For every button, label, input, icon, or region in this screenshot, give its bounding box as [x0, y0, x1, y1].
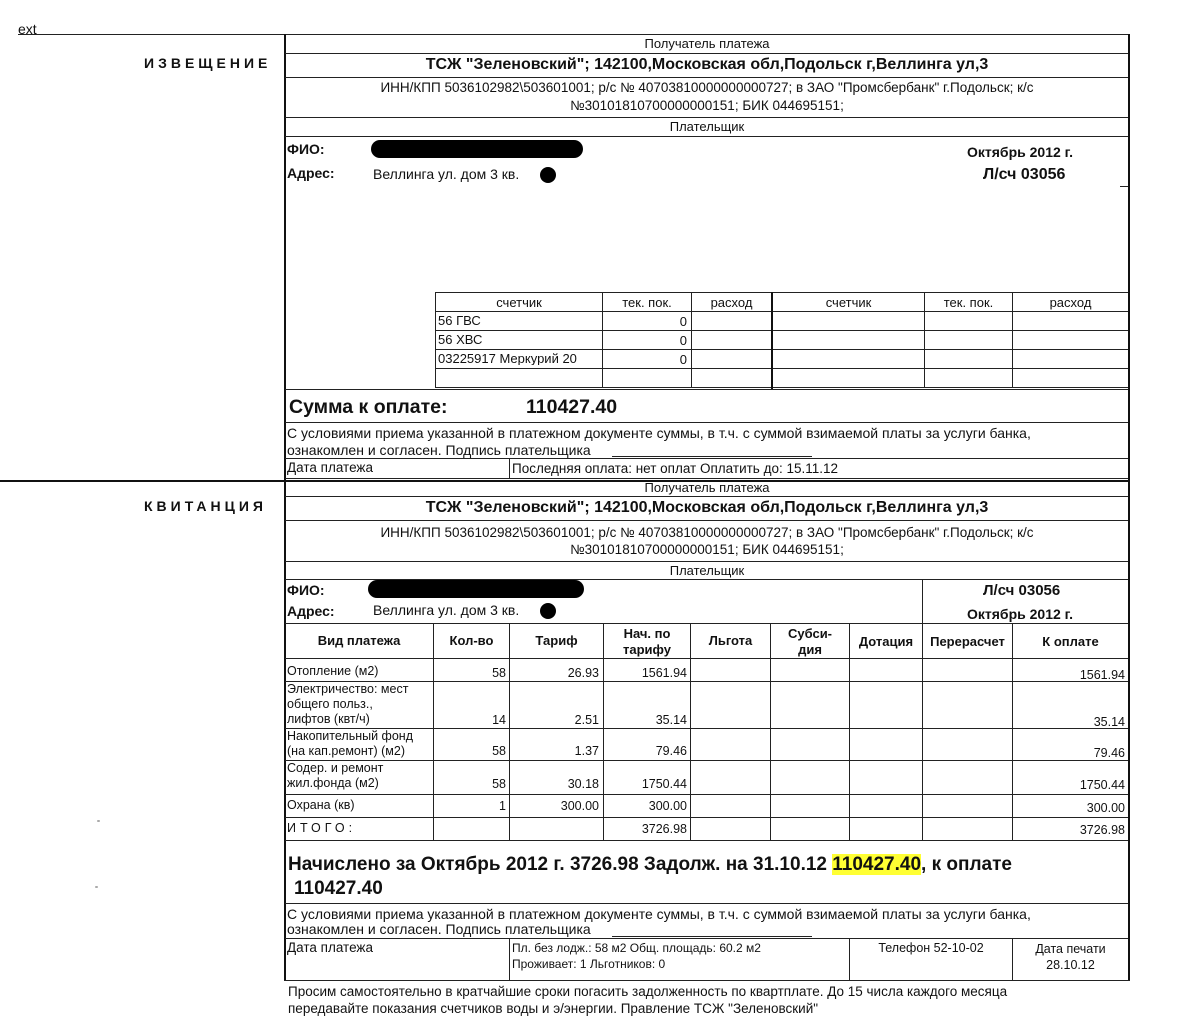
row-accrued: 1750.44 — [641, 777, 687, 791]
notice-rule — [1120, 186, 1128, 187]
footer-line2: передавайте показания счетчиков воды и э/энергии. Правление ТСЖ "Зеленовский" — [288, 1001, 819, 1016]
receipt-rule — [285, 496, 1128, 497]
th-subsidy: дия — [798, 642, 822, 657]
notice-signature-line — [612, 456, 812, 457]
row-label: лифтов (квт/ч) — [287, 712, 370, 726]
meter-name: 56 ХВС — [438, 332, 483, 347]
receipt-terms-line2: ознакомлен и согласен. Подпись плательщика — [287, 921, 591, 937]
receipt-col — [922, 579, 923, 623]
receipt-rule — [285, 623, 1128, 624]
row-accrued: 1561.94 — [641, 666, 687, 680]
receipt-recipient-header: Получатель платежа — [644, 480, 770, 495]
row-accrued: 79.46 — [655, 744, 687, 758]
receipt-address-label: Адрес: — [287, 603, 335, 619]
receipt-rule — [285, 520, 1128, 521]
charges-rule — [285, 658, 1128, 659]
row-label: (на кап.ремонт) (м2) — [287, 744, 406, 758]
receipt-print-date-label: Дата печати — [1035, 942, 1106, 956]
meters-rule — [435, 330, 1128, 331]
notice-rule — [285, 117, 1128, 118]
meter-name: 56 ГВС — [438, 313, 481, 328]
receipt-payer-header: Плательщик — [669, 563, 745, 578]
th-grant: Дотация — [858, 634, 914, 649]
row-qty: 58 — [492, 777, 506, 791]
redacted-apartment — [540, 603, 556, 619]
receipt-account: Л/сч 03056 — [983, 582, 1061, 599]
meters-header: тек. пок. — [943, 295, 994, 310]
receipt-col — [509, 938, 510, 980]
row-tariff: 26.93 — [567, 666, 599, 680]
meters-header: расход — [1049, 295, 1092, 310]
receipt-rule — [285, 561, 1128, 562]
meters-header: тек. пок. — [622, 295, 672, 310]
receipt-rule — [284, 980, 1130, 981]
receipt-area-line: Пл. без лодж.: 58 м2 Общ. площадь: 60.2 м2 — [512, 941, 761, 955]
notice-org-line: ТСЖ "Зеленовский"; 142100,Московская обл,Подольск г,Веллинга ул,3 — [425, 56, 989, 73]
charges-col — [922, 623, 923, 840]
notice-rule — [285, 136, 1128, 137]
row-tariff: 1.37 — [574, 744, 599, 758]
total-label: ИТОГО: — [287, 821, 357, 835]
notice-account: Л/сч 03056 — [983, 166, 1066, 183]
receipt-side-label: КВИТАНЦИЯ — [144, 498, 267, 514]
charges-rule — [285, 760, 1128, 761]
notice-bank-line2: №30101810700000000151; БИК 044695151; — [570, 98, 844, 113]
receipt-org-line: ТСЖ "Зеленовский"; 142100,Московская обл,Подольск г,Веллинга ул,3 — [425, 499, 989, 516]
notice-bank-line1: ИНН/КПП 5036102982\503601001; р/с № 40703810000000000727; в ЗАО "Промсбербанк" г.Подольск; к/с — [380, 80, 1034, 95]
meter-value: 0 — [679, 352, 687, 367]
summary-debt-highlight: 110427.40 — [832, 854, 922, 875]
meters-rule — [435, 368, 1128, 369]
receipt-bank-line1: ИНН/КПП 5036102982\503601001; р/с № 40703810000000000727; в ЗАО "Промсбербанк" г.Подольск; к/с — [380, 525, 1034, 540]
notice-rule — [285, 53, 1128, 54]
meters-header: счетчик — [496, 295, 542, 310]
scan-speck — [97, 820, 100, 822]
receipt-phone: Телефон 52-10-02 — [878, 941, 984, 955]
row-label: Электричество: мест — [287, 682, 409, 696]
th-benefit: Льгота — [708, 633, 753, 648]
receipt-print-date: 28.10.12 — [1046, 958, 1095, 972]
meter-name: 03225917 Меркурий 20 — [438, 352, 577, 365]
row-tariff: 300.00 — [560, 799, 599, 813]
th-qty: Кол-во — [449, 633, 494, 648]
notice-recipient-header: Получатель платежа — [644, 36, 770, 51]
row-label: Содер. и ремонт — [287, 761, 384, 775]
th-subsidy: Субси- — [787, 626, 833, 641]
th-type: Вид платежа — [317, 633, 401, 648]
notice-rule — [285, 389, 1128, 390]
row-topay: 1750.44 — [1079, 778, 1125, 792]
redacted-apartment — [540, 167, 556, 183]
receipt-rule — [285, 903, 1128, 904]
receipt-address-value: Веллинга ул. дом 3 кв. — [373, 602, 520, 618]
th-tariff: Тариф — [535, 633, 578, 648]
row-qty: 58 — [492, 744, 506, 758]
meters-rule — [435, 311, 1128, 312]
receipt-rule — [285, 938, 1128, 939]
meter-value: 0 — [679, 333, 687, 348]
row-topay: 300.00 — [1086, 801, 1125, 815]
meters-rule — [435, 292, 1128, 293]
receipt-period: Октябрь 2012 г. — [967, 606, 1073, 622]
receipt-signature-line — [612, 936, 812, 937]
notice-fio-label: ФИО: — [287, 141, 325, 157]
receipt-right-border — [1128, 480, 1130, 980]
notice-period: Октябрь 2012 г. — [967, 144, 1073, 160]
th-accrued: Нач. по — [623, 626, 671, 641]
notice-side-label: ИЗВЕЩЕНИЕ — [144, 55, 272, 71]
top-rule — [18, 34, 1130, 35]
row-topay: 1561.94 — [1079, 668, 1125, 682]
total-accrued: 3726.98 — [641, 822, 687, 836]
row-label: общего польз., — [287, 697, 373, 711]
notice-payment-date-label: Дата платежа — [287, 460, 373, 475]
charges-rule — [285, 794, 1128, 795]
receipt-summary-line2: 110427.40 — [294, 878, 383, 899]
row-tariff: 30.18 — [567, 777, 599, 791]
charges-col — [690, 623, 691, 840]
notice-address-label: Адрес: — [287, 165, 335, 181]
charges-rule — [285, 817, 1128, 818]
notice-address-value: Веллинга ул. дом 3 кв. — [373, 166, 520, 182]
receipt-terms-line1: С условиями приема указанной в платежном документе суммы, в т.ч. с суммой взимаемой платы за услуги банка, — [287, 906, 1031, 922]
notice-last-payment: Последняя оплата: нет оплат Оплатить до: 15.11.12 — [512, 461, 839, 476]
receipt-residents-line: Проживает: 1 Льготников: 0 — [512, 957, 666, 971]
summary-topay-text: , к оплате — [921, 854, 1012, 875]
scan-speck — [95, 886, 98, 888]
charges-col — [849, 623, 850, 840]
notice-terms-line1: С условиями приема указанной в платежном документе суммы, в т.ч. с суммой взимаемой платы за услуги банка, — [287, 425, 1031, 441]
row-label: Отопление (м2) — [287, 664, 379, 678]
summary-accrued-text: Начислено за Октябрь 2012 г. 3726.98 Задолж. на 31.10.12 — [288, 854, 827, 875]
row-topay: 79.46 — [1093, 746, 1125, 760]
receipt-payment-date-label: Дата платежа — [287, 940, 373, 955]
notice-sum-label: Сумма к оплате: — [289, 396, 448, 418]
meters-rule — [435, 387, 1128, 388]
redacted-name — [368, 580, 584, 598]
th-topay: К оплате — [1042, 634, 1099, 649]
total-topay: 3726.98 — [1079, 823, 1125, 837]
notice-payer-header: Плательщик — [669, 119, 745, 134]
charges-rule — [285, 840, 1128, 841]
row-qty: 1 — [499, 799, 506, 813]
th-accrued: тарифу — [623, 642, 671, 657]
footer-line1: Просим самостоятельно в кратчайшие сроки погасить задолженность по квартплате. До 15 числа каждого месяца — [288, 984, 1008, 999]
row-accrued: 300.00 — [648, 799, 687, 813]
notice-rule — [285, 458, 1128, 459]
redacted-name — [371, 140, 583, 158]
meter-value: 0 — [679, 314, 687, 329]
row-tariff: 2.51 — [574, 713, 599, 727]
meters-header: расход — [710, 295, 753, 310]
row-label: Накопительный фонд — [287, 729, 413, 743]
charges-rule — [285, 681, 1128, 682]
corner-text: ext — [18, 21, 37, 37]
row-qty: 58 — [492, 666, 506, 680]
meters-header: счетчик — [825, 295, 872, 310]
row-accrued: 35.14 — [655, 713, 687, 727]
th-recalc: Перерасчет — [930, 634, 1005, 649]
row-label: жил.фонда (м2) — [287, 776, 379, 790]
row-label: Охрана (кв) — [287, 798, 355, 812]
notice-rule — [285, 478, 1128, 479]
notice-sum-value: 110427.40 — [526, 396, 618, 418]
receipt-bank-line2: №30101810700000000151; БИК 044695151; — [570, 542, 844, 557]
notice-terms-line2: ознакомлен и согласен. Подпись плательщика — [287, 442, 591, 458]
receipt-summary — [288, 855, 1012, 874]
notice-rule — [285, 77, 1128, 78]
notice-right-border — [1128, 34, 1130, 480]
row-topay: 35.14 — [1093, 715, 1125, 729]
receipt-fio-label: ФИО: — [287, 582, 325, 598]
notice-col — [509, 458, 510, 478]
row-qty: 14 — [492, 713, 506, 727]
notice-rule — [285, 422, 1128, 423]
meters-rule — [435, 349, 1128, 350]
